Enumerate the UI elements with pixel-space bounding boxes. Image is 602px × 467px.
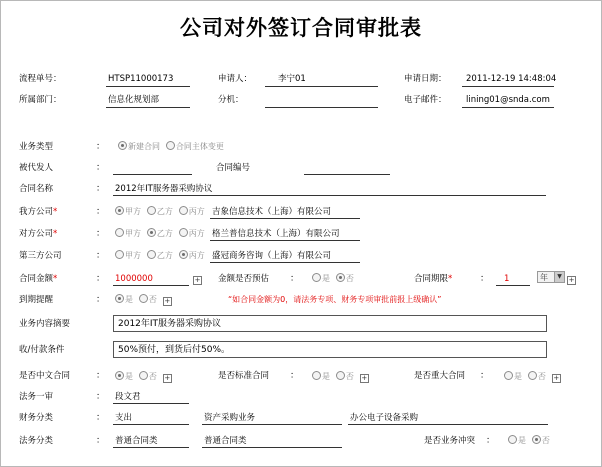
term-unit-value: 年 [540, 273, 548, 282]
colon: ： [96, 207, 106, 217]
other-party-radios [115, 228, 208, 240]
radio-no[interactable] [336, 273, 345, 282]
amount-notice: “如合同金额为0，请法务专项、财务专项审批前报上级确认” [228, 295, 442, 304]
apply-date-label: 申请日期： [404, 74, 447, 84]
standard-add-icon[interactable]: + [361, 374, 368, 382]
our-company-value: 吉象信息技术（上海）有限公司 [212, 207, 332, 217]
colon: ： [486, 436, 496, 446]
sender-field[interactable] [113, 174, 192, 175]
term-add-icon[interactable]: + [568, 276, 575, 284]
email-label: 电子邮件： [404, 95, 447, 105]
colon: ： [480, 371, 490, 381]
option-no: 否 [148, 372, 157, 381]
finance-class-3-field[interactable] [348, 424, 548, 425]
third-company-label: 第三方公司 [19, 251, 62, 261]
colon: ： [96, 392, 106, 402]
our-party-radios [115, 206, 208, 218]
email-value: lining01@snda.com [466, 95, 550, 105]
finance-class-3: 办公电子设备采购 [350, 413, 419, 423]
chinese-contract-label: 是否中文合同 [19, 371, 71, 381]
legal-review-value: 段文君 [115, 392, 141, 402]
option-party-a: 甲方 [125, 251, 141, 260]
email-underline [462, 107, 554, 108]
amount-label: 合同金额* [19, 274, 58, 284]
legal-class-label: 法务分类 [19, 436, 54, 446]
contract-name-label: 合同名称 [19, 184, 54, 194]
amount-field[interactable] [113, 285, 189, 286]
conflict-radios [508, 435, 553, 447]
radio-yes[interactable] [504, 371, 513, 380]
colon: ： [96, 371, 106, 381]
standard-contract-label: 是否标准合同 [218, 371, 270, 381]
radio-yes[interactable] [312, 371, 321, 380]
radio-yes[interactable] [115, 294, 124, 303]
legal-class-1-field[interactable] [113, 447, 189, 448]
colon: ： [290, 274, 300, 284]
radio-yes[interactable] [115, 371, 124, 380]
third-company-field[interactable] [210, 262, 360, 263]
radio-yes[interactable] [508, 435, 517, 444]
option-party-b: 乙方 [156, 251, 173, 260]
legal-class-2: 普通合同类 [204, 436, 247, 446]
radio-party-a[interactable] [115, 228, 124, 237]
chinese-add-icon[interactable]: + [164, 374, 171, 382]
business-type-radios [118, 141, 227, 153]
radio-party-c[interactable] [179, 228, 188, 237]
major-contract-radios [504, 371, 561, 383]
applicant-underline [265, 86, 378, 87]
legal-class-1: 普通合同类 [115, 436, 158, 446]
option-no: 否 [537, 372, 546, 381]
colon: ： [96, 436, 106, 446]
colon: ： [96, 163, 106, 173]
finance-class-2-field[interactable] [202, 424, 342, 425]
radio-party-c[interactable] [179, 206, 188, 215]
flow-no-label: 流程单号： [19, 74, 62, 84]
option-no: 否 [541, 436, 550, 445]
chevron-down-icon[interactable]: ▼ [554, 272, 564, 282]
other-company-value: 格兰普信息技术（上海）有限公司 [212, 229, 340, 239]
option-yes: 是 [514, 372, 522, 381]
dept-label: 所属部门： [19, 95, 62, 105]
page-title: 公司对外签订合同审批表 [180, 16, 422, 40]
finance-class-label: 财务分类 [19, 413, 54, 423]
expire-add-icon[interactable]: + [164, 297, 171, 305]
option-party-a: 甲方 [125, 229, 141, 238]
expire-remind-radios [115, 294, 172, 306]
sender-label: 被代发人 [19, 163, 54, 173]
radio-party-a[interactable] [115, 250, 124, 259]
apply-date-underline [462, 86, 554, 87]
contract-name-field[interactable] [113, 195, 546, 196]
option-yes: 是 [125, 372, 133, 381]
option-no: 否 [148, 295, 157, 304]
amount-estimate-radios [312, 273, 357, 285]
radio-party-b[interactable] [147, 250, 156, 259]
colon: ： [96, 251, 106, 261]
colon: ： [96, 413, 106, 423]
ext-label: 分机： [218, 95, 244, 105]
radio-party-b[interactable] [147, 206, 156, 215]
legal-review-label: 法务一审 [19, 392, 54, 402]
option-party-b: 乙方 [156, 229, 173, 238]
option-no: 否 [345, 372, 354, 381]
other-company-field[interactable] [210, 240, 360, 241]
option-yes: 是 [518, 436, 526, 445]
applicant-value: 李宁01 [278, 74, 306, 84]
business-type-label: 业务类型 [19, 142, 54, 152]
legal-class-2-field[interactable] [202, 447, 342, 448]
dept-value: 信息化规划部 [108, 95, 160, 105]
option-party-c: 丙方 [188, 207, 205, 216]
amount-estimate-label: 金额是否预估 [218, 274, 270, 284]
radio-no[interactable] [336, 371, 345, 380]
ext-underline [265, 107, 378, 108]
radio-no[interactable] [139, 371, 148, 380]
expire-remind-label: 到期提醒 [19, 295, 54, 305]
option-new-contract: 新建合同 [128, 142, 160, 151]
radio-party-c[interactable] [179, 250, 188, 259]
option-yes: 是 [322, 372, 330, 381]
term-value: 1 [504, 274, 510, 284]
finance-class-1: 支出 [115, 413, 133, 423]
finance-class-1-field[interactable] [113, 424, 189, 425]
colon: ： [96, 142, 106, 152]
summary-field[interactable]: 2012年IT服务器采购协议 [113, 315, 547, 332]
finance-class-2: 资产采购业务 [204, 413, 256, 423]
colon: ： [96, 229, 106, 239]
radio-yes[interactable] [312, 273, 321, 282]
option-yes: 是 [125, 295, 133, 304]
contract-no-label: 合同编号 [216, 163, 251, 173]
radio-new-contract[interactable] [118, 141, 127, 150]
applicant-label: 申请人： [218, 74, 253, 84]
colon: ： [480, 274, 490, 284]
payment-label: 收/付款条件 [19, 345, 65, 355]
major-add-icon[interactable]: + [553, 374, 560, 382]
our-company-label: 我方公司* [19, 207, 58, 217]
option-party-a: 甲方 [125, 207, 141, 216]
other-company-label: 对方公司* [19, 229, 58, 239]
third-company-value: 盛冠商务咨询（上海）有限公司 [212, 251, 332, 261]
option-party-b: 乙方 [156, 207, 173, 216]
term-label: 合同期限* [414, 274, 453, 284]
flow-no-value: HTSP11000173 [108, 74, 174, 84]
major-contract-label: 是否重大合同 [414, 371, 466, 381]
third-party-radios [115, 250, 208, 262]
standard-contract-radios [312, 371, 369, 383]
option-subject-change: 合同主体变更 [175, 142, 224, 151]
term-field[interactable] [496, 285, 530, 286]
option-party-c: 丙方 [188, 251, 205, 260]
amount-add-icon[interactable]: + [194, 276, 201, 284]
dept-underline [106, 107, 190, 108]
flow-no-underline [106, 86, 190, 87]
chinese-contract-radios [115, 371, 172, 383]
amount-value: 1000000 [115, 274, 153, 284]
apply-date-value: 2011-12-19 14:48:04 [466, 74, 557, 84]
option-no: 否 [345, 274, 354, 283]
option-party-c: 丙方 [188, 229, 205, 238]
option-yes: 是 [322, 274, 330, 283]
term-unit-select[interactable] [537, 271, 565, 283]
legal-review-field[interactable] [113, 403, 189, 404]
radio-party-a[interactable] [115, 206, 124, 215]
radio-no[interactable] [528, 371, 537, 380]
radio-no[interactable] [139, 294, 148, 303]
conflict-label: 是否业务冲突 [424, 436, 476, 446]
radio-subject-change[interactable] [166, 141, 175, 150]
radio-no[interactable] [532, 435, 541, 444]
colon: ： [96, 274, 106, 284]
colon: ： [96, 295, 106, 305]
our-company-field[interactable] [210, 218, 360, 219]
contract-name-value: 2012年IT服务器采购协议 [115, 184, 213, 194]
contract-no-field[interactable] [304, 174, 390, 175]
colon: ： [290, 371, 300, 381]
radio-party-b[interactable] [147, 228, 156, 237]
payment-field[interactable]: 50%预付，到货后付50%。 [113, 341, 547, 358]
summary-label: 业务内容摘要 [19, 319, 71, 329]
colon: ： [96, 184, 106, 194]
